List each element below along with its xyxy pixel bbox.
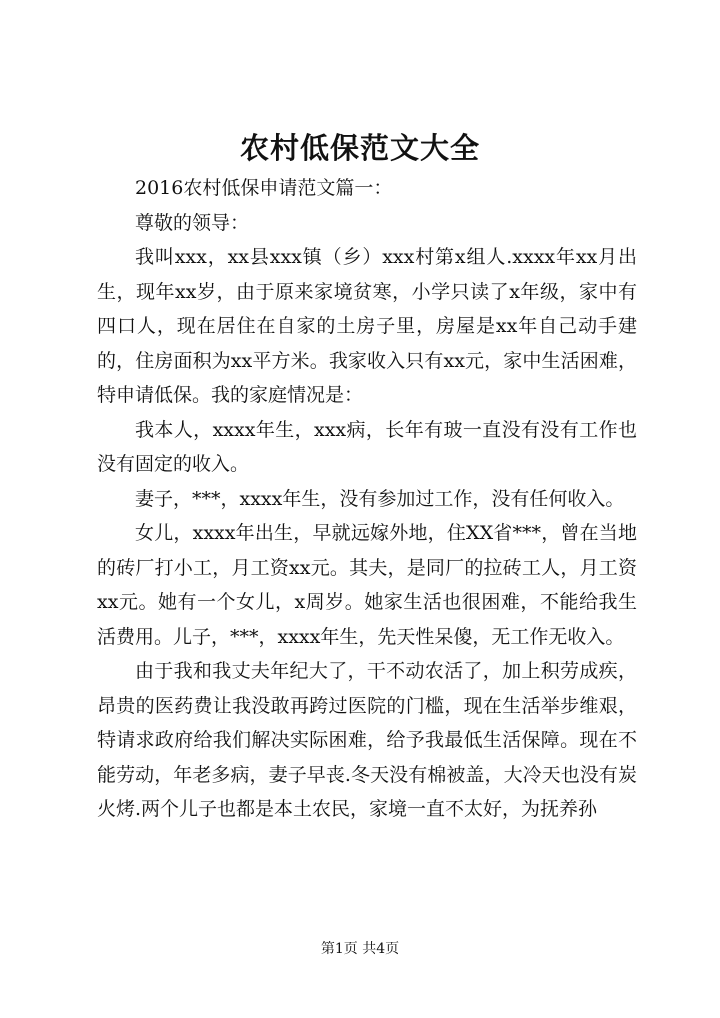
salutation: 尊敬的领导： <box>135 211 250 234</box>
paragraph: 我叫xxx，xx县xxx镇（乡）xxx村第x组人.xxxx年xx月出生，现年xx岁，由于原来家境贫寒，小学只读了x年级，家中有四口人，现在居住在自家的土房子里，房屋是xx年自己动手建的，住房面积为xx平方米。我家收入只有xx元，家中生活困难，特申请低保。我的家庭情况是： <box>97 246 637 406</box>
paragraph: 我本人，xxxx年生，xxx病，长年有玻一直没有没有工作也没有固定的收入。 <box>97 418 637 475</box>
page-footer: 第1页 共4页 <box>320 941 400 957</box>
paragraph: 女儿，xxxx年出生，早就远嫁外地，住XX省***，曾在当地的砖厂打小工，月工资xx元。其夫，是同厂的拉砖工人，月工资xx元。她有一个女儿，x周岁。她家生活也很困难，不能给我生活费用。儿子，***，xxxx年生，先天性呆傻，无工作无收入。 <box>97 522 637 648</box>
paragraph: 妻子，***，xxxx年生，没有参加过工作，没有任何收入。 <box>135 487 625 510</box>
section-heading: 2016农村低保申请范文篇一： <box>135 177 393 199</box>
page-title: 农村低保范文大全 <box>239 131 480 165</box>
paragraph: 由于我和我丈夫年纪大了，干不动农活了，加上积劳成疾，昂贵的医药费让我没敢再跨过医院的门槛，现在生活举步维艰，特请求政府给我们解决实际困难，给予我最低生活保障。现在不能劳动，年老多病，妻子早丧.冬天没有棉被盖，大冷天也没有炭火烤.两个儿子也都是本土农民，家境一直不太好，为抚养孙 <box>97 660 637 820</box>
document-body <box>97 171 637 827</box>
